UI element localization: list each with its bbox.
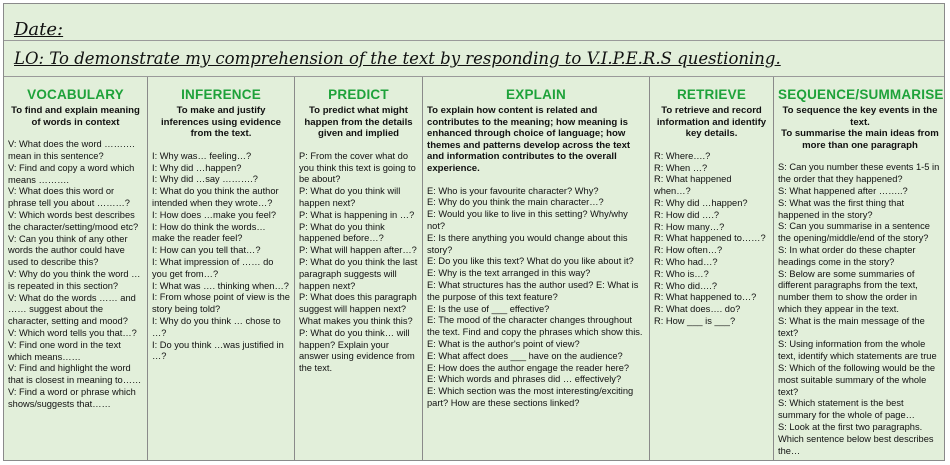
question-item: S: Using information from the whole text, identify which statements are true [778, 339, 937, 362]
date-label: Date: [14, 19, 64, 40]
question-item: I: How does …make you feel? [152, 209, 277, 220]
question-list [152, 151, 290, 363]
question-item: E: How does the author engage the reader here? [427, 362, 630, 373]
column-title: RETRIEVE [676, 87, 747, 102]
column-title: PREDICT [328, 87, 389, 102]
question-item: V: Find one word in the text which means…… [8, 339, 121, 362]
question-item: P: What will happen after…? [299, 245, 417, 256]
question-item: E: Who is your favourite character? Why? [427, 185, 599, 196]
question-item: I: What impression of …… do you get from…? [152, 256, 274, 279]
question-item: S: Can you number these events 1-5 in the order that they happened? [778, 162, 940, 185]
question-item: E: Which section was the most interesting/exciting part? How are these sections linked? [427, 386, 634, 408]
question-item: I: What was …. thinking when…? [152, 280, 289, 291]
column-explain [423, 77, 650, 460]
question-item: P: What does this paragraph suggest will happen next? What makes you think this? [299, 292, 417, 326]
question-item: E: Which words and phrases did … effectively? [427, 374, 622, 385]
question-item: S: Which statement is the best summary for the whole of page… [778, 398, 915, 421]
question-item: E: What affect does ___ have on the audience? [427, 350, 623, 361]
question-list [8, 139, 143, 410]
divider [4, 40, 944, 41]
question-item: R: How many…? [654, 221, 725, 232]
column-description: To predict what might happen from the details given and implied [304, 105, 413, 140]
learning-objective: LO: To demonstrate my comprehension of the text by responding to V.I.P.E.R.S questioning. [14, 49, 781, 68]
question-item: R: What happened to……? [654, 233, 766, 244]
question-item: I: How can you tell that…? [152, 245, 261, 256]
question-item: R: How often…? [654, 245, 723, 256]
question-item: R: Who did….? [654, 280, 718, 291]
question-item: V: Which words best describes the character/setting/mood etc? [8, 209, 139, 232]
question-item: I: Why do you think … chose to …? [152, 315, 281, 338]
column-retrieve [650, 77, 774, 460]
question-item: P: What do you think happened before…? [299, 221, 385, 244]
question-item: E: What is the author's point of view? [427, 338, 580, 349]
question-item: E: Would you like to live in this setting? Why/why not? [427, 209, 628, 231]
question-item: V: What does the word ………. mean in this sentence? [8, 139, 135, 161]
question-item: S: Which of the following would be the most suitable summary of the whole text? [778, 362, 936, 397]
question-list [427, 186, 645, 410]
column-inference [148, 77, 295, 460]
column-vocabulary [4, 77, 148, 460]
question-item: R: What does…. do? [654, 304, 741, 315]
question-item: R: When …? [654, 162, 708, 173]
question-item: P: What do you think… will happen? Explain your answer using evidence from the text. [299, 327, 415, 374]
question-item: E: What structures has the author used? E: What is the purpose of this text feature? [427, 279, 639, 302]
question-item: R: Why did …happen? [654, 197, 748, 208]
question-item: V: Find and copy a word which means ………. [8, 162, 135, 185]
question-item: R: Where….? [654, 150, 711, 161]
question-item: E: Is the use of ___ effective? [427, 303, 550, 314]
question-item: V: Why do you think the word … is repeated in this section? [8, 268, 141, 291]
column-description: To retrieve and record information and identify key details. [656, 105, 767, 140]
question-item: R: What happened to…? [654, 292, 757, 303]
question-item: E: The mood of the character changes throughout the text. Find and copy the phrases which show this. [427, 315, 643, 338]
question-item: V: Can you think of any other words the author could have used to describe this? [8, 233, 128, 268]
question-list [299, 151, 418, 375]
question-item: S: Below are some summaries of different paragraphs from the text, number them to show the order in which they appear in the text. [778, 268, 918, 314]
question-item: R: Who had…? [654, 256, 718, 267]
question-item: S: What is the main message of the text? [778, 315, 925, 338]
column-predict [295, 77, 423, 460]
question-item: I: Why did …happen? [152, 162, 242, 173]
question-list [654, 151, 769, 328]
question-item: I: What do you think the author intended when they wrote…? [152, 186, 279, 208]
column-description: To make and justify inferences using evidence from the text. [161, 105, 281, 140]
question-item: P: From the cover what do you think this text is going to be about? [299, 150, 416, 185]
question-item: R: How did ….? [654, 209, 720, 220]
question-item: R: Who is…? [654, 268, 709, 279]
column-title: SEQUENCE/SUMMARISE [778, 87, 944, 102]
question-item: E: Why is the text arranged in this way? [427, 268, 591, 279]
question-item: V: Which word tells you that…? [8, 327, 137, 338]
question-item: S: Can you summarise in a sentence the opening/middle/end of the story? [778, 221, 930, 244]
column-sequence-summarise [774, 77, 946, 460]
viper-worksheet [3, 3, 945, 461]
question-item: E: Is there anything you would change about this story? [427, 232, 628, 255]
question-item: R: What happened when…? [654, 174, 732, 197]
question-item: E: Do you like this text? What do you like about it? [427, 256, 634, 267]
question-list [778, 162, 942, 457]
question-item: I: From whose point of view is the story being told? [152, 292, 290, 315]
question-item: I: Why was… feeling…? [152, 150, 252, 161]
question-item: I: How do think the words… make the reader feel? [152, 221, 266, 244]
column-title: EXPLAIN [506, 87, 566, 102]
question-item: S: In what order do these chapter headings come in the story? [778, 244, 916, 267]
question-item: E: Why do you think the main character…? [427, 197, 604, 208]
question-item: I: Do you think …was justified in …? [152, 339, 284, 362]
column-description: To explain how content is related and contributes to the meaning; how meaning is enhanced through choice of language; how themes and patterns develop across the text and information contributes to the overall experience. [427, 105, 631, 174]
question-item: V: What does this word or phrase tell you about ………? [8, 186, 130, 209]
column-description: To find and explain meaning of words in context [11, 105, 140, 128]
question-item: I: Why did …say ……….? [152, 174, 258, 185]
question-item: P: What do you think will happen next? [299, 186, 401, 208]
question-item: P: What do you think the last paragraph suggests will happen next? [299, 256, 418, 291]
question-item: S: Look at the first two paragraphs. Which sentence below best describes the… [778, 421, 934, 456]
question-item: S: What was the first thing that happened in the story? [778, 197, 905, 220]
question-item: V: Find and highlight the word that is closest in meaning to…… [8, 363, 142, 386]
question-item: R: How ___ is ___? [654, 315, 736, 326]
column-description: To sequence the key events in the text. To summarise the main ideas from more than one paragraph [781, 105, 939, 151]
column-title: INFERENCE [181, 87, 261, 102]
question-item: V: Find a word or phrase which shows/suggests that…… [8, 386, 136, 409]
question-item: V: What do the words …… and …… suggest about the character, setting and mood? [8, 292, 136, 327]
question-item: S: What happened after ……..? [778, 185, 908, 196]
question-item: P: What is happening in …? [299, 209, 415, 220]
column-title: VOCABULARY [27, 87, 124, 102]
